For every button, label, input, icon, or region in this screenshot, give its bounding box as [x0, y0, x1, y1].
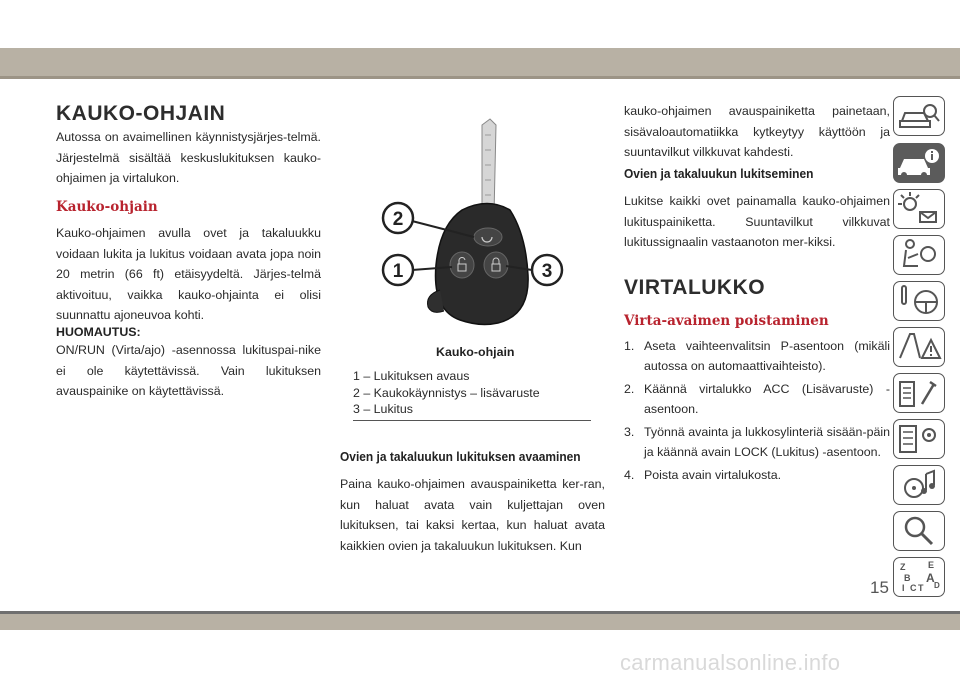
service-tools-icon — [894, 374, 943, 411]
index-letter: C — [910, 583, 917, 593]
list-item — [624, 336, 890, 376]
note-label: HUOMAUTUS: — [56, 325, 141, 339]
search-icon — [894, 512, 943, 549]
step-text: Työnnä avainta ja lukkosylinteriä sisään-päin ja käännä avain LOCK (Lukitus) -asentoon. — [644, 425, 890, 459]
note-paragraph: ON/RUN (Virta/ajo) -asennossa lukituspai-nike ei ole käytettävissä. Vain lukituksen avauspainike on käytettävissä. — [56, 343, 321, 398]
key-removal-steps — [624, 336, 890, 488]
list-item — [624, 422, 890, 462]
key-blade — [482, 119, 496, 215]
index-letter: I — [902, 583, 905, 593]
top-band — [0, 48, 960, 78]
step-text: Aseta vaihteenvalitsin P-asentoon (mikäli autossa on automaattivaihteisto). — [644, 339, 890, 373]
step-number: 1. — [624, 339, 635, 353]
unlock-button — [450, 252, 474, 278]
figure-legend — [353, 368, 540, 418]
step-number: 4. — [624, 468, 635, 482]
key-fob-body — [436, 204, 529, 325]
tab-alphabet-index[interactable] — [893, 557, 945, 597]
lock-paragraph: Lukitse kaikki ovet painamalla kauko-ohjaimen lukituspainiketta. Suuntavilkut vilkkuvat lukitussignaalin vastaanoton mer-kiksi. — [624, 194, 890, 249]
warning-lights-icon — [894, 190, 943, 227]
tab-settings-list[interactable] — [893, 419, 945, 459]
lock-button — [484, 252, 508, 278]
callout-3-label: 3 — [541, 261, 553, 282]
callout-1-label: 1 — [392, 261, 404, 282]
list-item — [624, 465, 890, 485]
index-letter: D — [934, 581, 940, 590]
index-letter: E — [928, 560, 935, 570]
tab-warning-lights[interactable] — [893, 189, 945, 229]
alphabet-index-icon — [894, 558, 943, 595]
legend-item: 1 – Lukituksen avaus — [353, 369, 470, 383]
tab-seat-airbag[interactable] — [893, 235, 945, 275]
car-info-icon — [894, 144, 943, 181]
tab-car-magnifier[interactable] — [893, 96, 945, 136]
watermark-text: carmanualsonline.info — [620, 650, 841, 675]
tab-search[interactable] — [893, 511, 945, 551]
section-title-ignition: VIRTALUKKO — [624, 276, 766, 299]
bottom-band — [0, 614, 960, 630]
step-text: Poista avain virtalukosta. — [644, 468, 782, 482]
index-letter: T — [918, 583, 924, 593]
tab-service-tools[interactable] — [893, 373, 945, 413]
unlock-paragraph: Paina kauko-ohjaimen avauspainiketta ker-ran, kun haluat avata vain kuljettajan oven lukituksen, tai kaksi kertaa, kun haluat avata kaikkien ovien ja takaluukun lukituksen. Kun — [340, 477, 605, 553]
seat-airbag-icon — [894, 236, 943, 273]
callout-2-label: 2 — [392, 209, 404, 230]
remote-key-figure — [370, 115, 590, 340]
road-warning-icon — [894, 328, 943, 365]
subheading-lock: Ovien ja takaluukun lukitseminen — [624, 166, 814, 181]
steering-wheel-icon — [894, 282, 943, 319]
unlock-paragraph-cont: kauko-ohjaimen avauspainiketta painetaan, sisävaloautomatiikka kytkeytyy käyttöön ja suuntavilkut vilkkuvat kahdesti. — [624, 104, 890, 159]
remote-start-button — [474, 228, 502, 246]
settings-list-icon — [894, 420, 943, 457]
index-letter: B — [904, 573, 911, 583]
index-letter: Z — [900, 562, 906, 572]
page-number: 15 — [870, 578, 889, 597]
tab-multimedia[interactable] — [893, 465, 945, 505]
list-item — [624, 379, 890, 419]
multimedia-icon — [894, 466, 943, 503]
index-letter: A — [926, 571, 935, 585]
remote-paragraph: Kauko-ohjaimen avulla ovet ja takaluukku voidaan lukita ja lukitus voidaan avata jopa noin 20 metrin (66 ft) etäisyydeltä. Järjes-telmä aktivoituu, vaikka kauko-ohjainta ei olisi suunnattu ajoneuvoa kohti. — [56, 226, 321, 322]
tab-car-info[interactable] — [893, 143, 945, 183]
subheading-key-removal: Virta-avaimen poistaminen — [624, 313, 829, 329]
subheading-remote: Kauko-ohjain — [56, 199, 158, 215]
intro-paragraph: Autossa on avaimellinen käynnistysjärjes-telmä. Järjestelmä sisältää keskuslukituksen kauko-ohjaimen ja virtalukon. — [56, 130, 321, 185]
step-text: Käännä virtalukko ACC (Lisävaruste) -asentoon. — [644, 382, 890, 416]
tab-steering-wheel[interactable] — [893, 281, 945, 321]
car-magnifier-icon — [894, 97, 943, 134]
page-title: KAUKO-OHJAIN — [56, 102, 226, 125]
tab-road-warning[interactable] — [893, 327, 945, 367]
legend-item: 2 – Kaukokäynnistys – lisävaruste — [353, 385, 540, 400]
step-number: 2. — [624, 382, 635, 396]
top-band-line — [0, 76, 960, 79]
figure-caption: Kauko-ohjain — [436, 345, 515, 359]
legend-divider — [353, 420, 591, 421]
step-number: 3. — [624, 425, 635, 439]
subheading-unlock: Ovien ja takaluukun lukituksen avaaminen — [340, 449, 581, 464]
legend-item: 3 – Lukitus — [353, 402, 413, 416]
